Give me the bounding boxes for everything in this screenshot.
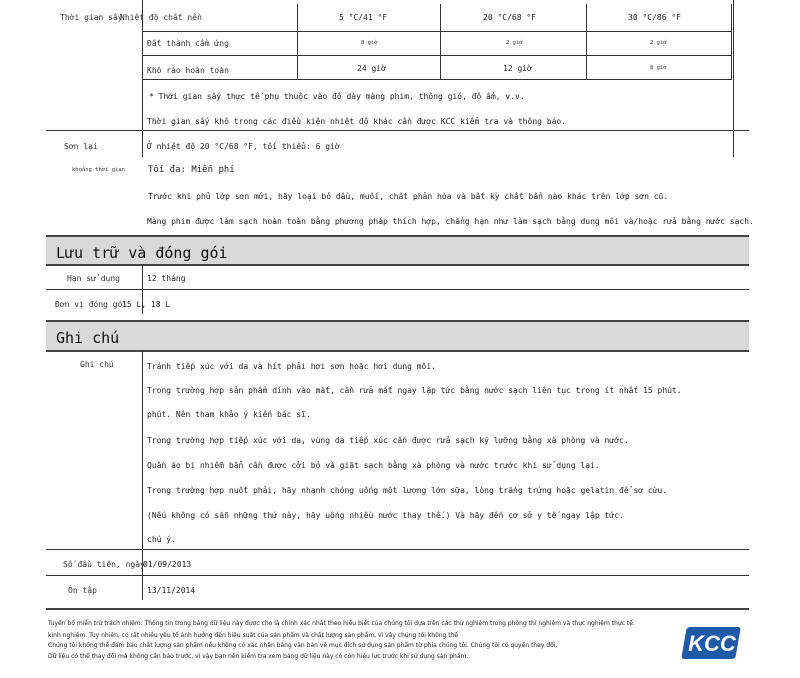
recoat-min: Ở nhiệt độ 20 °C/68 °F, tối thiểu: 6 giờ	[147, 142, 340, 151]
drying-time-label: Thời gian sấy	[60, 13, 123, 22]
note-line-2: Trong trường hợp sản phẩm dính vào mắt, cần rửa mắt ngay lập tức bằng nước sạch liên tục trong ít nhất 15 phút.	[147, 386, 682, 395]
recoat-instruction-2: Màng phim được làm sạch hoàn toàn bằng phương pháp thích hợp, chẳng hạn như làm sạch bằng dung môi và/hoặc rửa bằng nước sạch.	[147, 217, 754, 226]
disclaimer-line-2: kinh nghiệm. Tuy nhiên, có rất nhiều yếu tố ảnh hưởng đến hiệu suất của sản phẩm và chất lượng sản phẩm, vì vậy chúng tôi không thể	[48, 632, 459, 639]
svg-text:KCC: KCC	[688, 631, 736, 656]
revision-value: 13/11/2014	[147, 586, 196, 595]
drying-note-2: Thời gian sấy khô trong các điều kiện nhiệt độ khác cần được KCC kiểm tra và thông báo.	[147, 117, 567, 126]
storage-section-title: Lưu trữ và đóng gói	[56, 244, 228, 262]
substrate-temp-label: Nhiệt độ chất nền	[120, 13, 202, 22]
notes-section-header	[46, 320, 749, 352]
note-line-6: Trong trường hợp nuốt phải, hãy nhanh chóng uống một lượng lớn sữa, lòng trắng trứng hoặc gelatin để sơ cứu.	[147, 486, 668, 495]
storage-section-header	[46, 235, 749, 266]
temp-header-20c: 20 °C/68 °F	[483, 13, 536, 22]
pack-size-label: Đơn vị đóng gói	[55, 300, 128, 309]
revision-label: Ôn tập	[68, 586, 97, 595]
drying-note-1: * Thời gian sấy thực tế phụ thuộc vào độ dày màng phim, thông gió, độ ẩm, v.v.	[149, 92, 525, 101]
note-line-5: Quần áo bị nhiễm bẩn cần được cởi bỏ và giặt sạch bằng xà phòng và nước trước khi sử dụng lại.	[147, 461, 600, 470]
hard-dry-20c: 12 giờ	[503, 64, 532, 73]
notes-label: Ghi chú	[80, 360, 114, 369]
note-line-3: phút. Nên tham khảo ý kiến bác sĩ.	[147, 410, 311, 419]
note-line-8: chú ý.	[147, 535, 176, 544]
touch-dry-label: Đất thành cầm ứng	[147, 39, 229, 48]
pack-size-value: 15 L, 18 L	[122, 300, 171, 309]
shelf-life-label: Hạn sử dụng	[67, 274, 120, 283]
hard-dry-5c: 24 giờ	[357, 64, 386, 73]
notes-section-title: Ghi chú	[56, 329, 120, 347]
kcc-logo	[681, 626, 741, 660]
disclaimer-line-1: Tuyên bố miễn trừ trách nhiệm: Thông tin trong bảng dữ liệu này được cho là chính xác nhất theo hiểu biết của chúng tôi dựa trên các thử nghiệm trong phòng thí nghiệm và thực nghiệm thực tế.	[48, 620, 635, 627]
touch-dry-30c: 2 giờ	[650, 40, 667, 46]
recoat-instruction-1: Trước khi phủ lớp sơn mới, hãy loại bỏ dầu, muối, chất phản hóa và bất kỳ chất bẩn nào khác trên lớp sơn cũ.	[148, 192, 669, 201]
recoat-label: Sơn lại	[64, 142, 98, 151]
hard-dry-30c: 8 giờ	[650, 65, 667, 71]
note-line-7: (Nếu không có sẵn những thứ này, hãy uống nhiều nước thay thế.) Và hãy đến cơ sở y tế ngay lập tức.	[147, 511, 624, 520]
first-issue-label: Số đầu tiên, ngày	[63, 560, 145, 569]
recoat-sublabel: khoảng thời gian	[72, 167, 125, 173]
temp-header-5c: 5 °C/41 °F	[339, 13, 388, 22]
first-issue-value: 01/09/2013	[143, 560, 192, 569]
temp-header-30c: 30 °C/86 °F	[628, 13, 681, 22]
touch-dry-5c: 8 giờ	[361, 40, 378, 46]
disclaimer-line-4: Dữ liệu có thể thay đổi mà không cần báo trước, vì vậy bạn nên kiểm tra xem bảng dữ liệu này có còn hiệu lực trước khi sử dụng sản phẩm.	[48, 653, 469, 660]
hard-dry-label: Khô ráo hoàn toàn	[147, 66, 229, 75]
note-line-1: Tránh tiếp xúc với da và hít phải hơi sơn hoặc hơi dung môi.	[147, 362, 436, 371]
note-line-4: Trong trường hợp tiếp xúc với da, vùng da tiếp xúc cần được rửa sạch kỹ lưỡng bằng xà phòng và nước.	[147, 436, 629, 445]
touch-dry-20c: 2 giờ	[506, 40, 523, 46]
shelf-life-value: 12 tháng	[147, 274, 186, 283]
disclaimer-line-3: Chúng tôi không thể đảm bảo chất lượng sản phẩm nếu không có xác nhận bằng văn bản về mục đích sử dụng sản phẩm từ phía chúng tôi. Chúng tôi có quyền thay đổi.	[48, 642, 558, 649]
recoat-max: Tối đa: Miễn phí	[148, 165, 235, 175]
